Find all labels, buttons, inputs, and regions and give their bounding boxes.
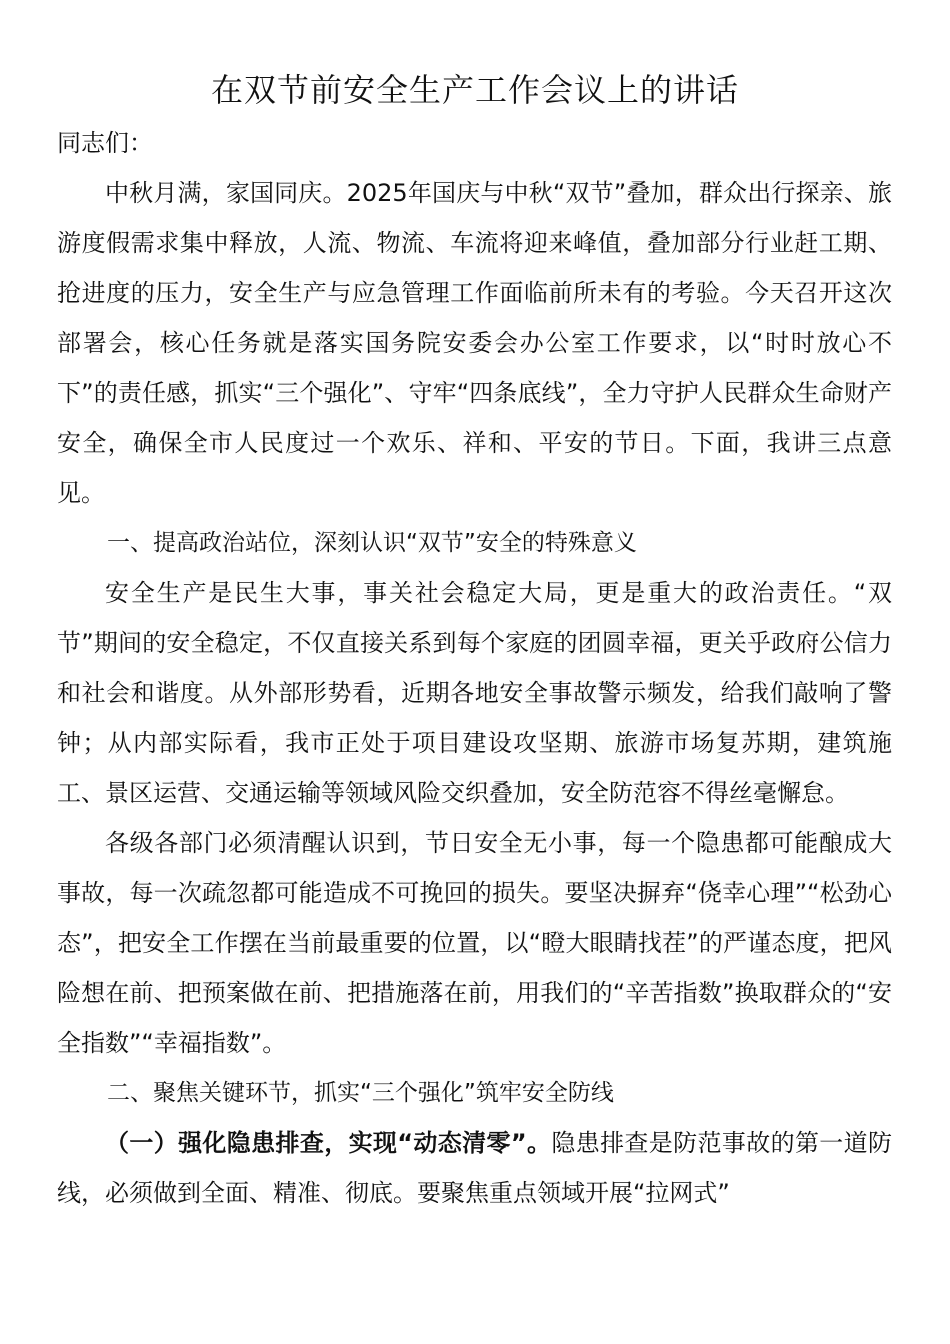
subsection-1-text: 隐患排查是防范事故的第一道防线，必须做到全面、精准、彻底。要聚焦重点领域开展“拉网式” [57,1129,893,1207]
document-title: 在双节前安全生产工作会议上的讲话 [210,71,739,109]
paragraph-subsection-1 [57,1118,892,1218]
paragraph-opening: 中秋月满，家国同庆。2025年国庆与中秋“双节”叠加，群众出行探亲、旅游度假需求集中释放，人流、物流、车流将迎来峰值，叠加部分行业赶工期、抢进度的压力，安全生产与应急管理工作面临前所未有的考验。今天召开这次部署会，核心任务就是落实国务院安委会办公室工作要求，以“时时放心不下”的责任感，抓实“三个强化”、守牢“四条底线”，全力守护人民群众生命财产安全，确保全市人民度过一个欢乐、祥和、平安的节日。下面，我讲三点意见。 [57,179,892,507]
subsection-heading-1: （一）强化隐患排查，实现“动态清零”。 [105,1129,552,1157]
section-heading-1: 一、提高政治站位，深刻认识“双节”安全的特殊意义 [107,530,637,556]
document-body [57,118,892,1218]
salutation: 同志们： [57,129,153,157]
paragraph-section1-b: 各级各部门必须清醒认识到，节日安全无小事，每一个隐患都可能酿成大事故，每一次疏忽都可能造成不可挽回的损失。要坚决摒弃“侥幸心理”“松劲心态”，把安全工作摆在当前最重要的位置，以“瞪大眼睛找茬”的严谨态度，把风险想在前、把预案做在前、把措施落在前，用我们的“辛苦指数”换取群众的“安全指数”“幸福指数”。 [57,829,892,1057]
paragraph-section1-a: 安全生产是民生大事，事关社会稳定大局，更是重大的政治责任。“双节”期间的安全稳定，不仅直接关系到每个家庭的团圆幸福，更关乎政府公信力和社会和谐度。从外部形势看，近期各地安全事故警示频发，给我们敲响了警钟；从内部实际看，我市正处于项目建设攻坚期、旅游市场复苏期，建筑施工、景区运营、交通运输等领域风险交织叠加，安全防范容不得丝毫懈怠。 [57,579,892,807]
section-heading-2: 二、聚焦关键环节，抓实“三个强化”筑牢安全防线 [107,1080,614,1106]
